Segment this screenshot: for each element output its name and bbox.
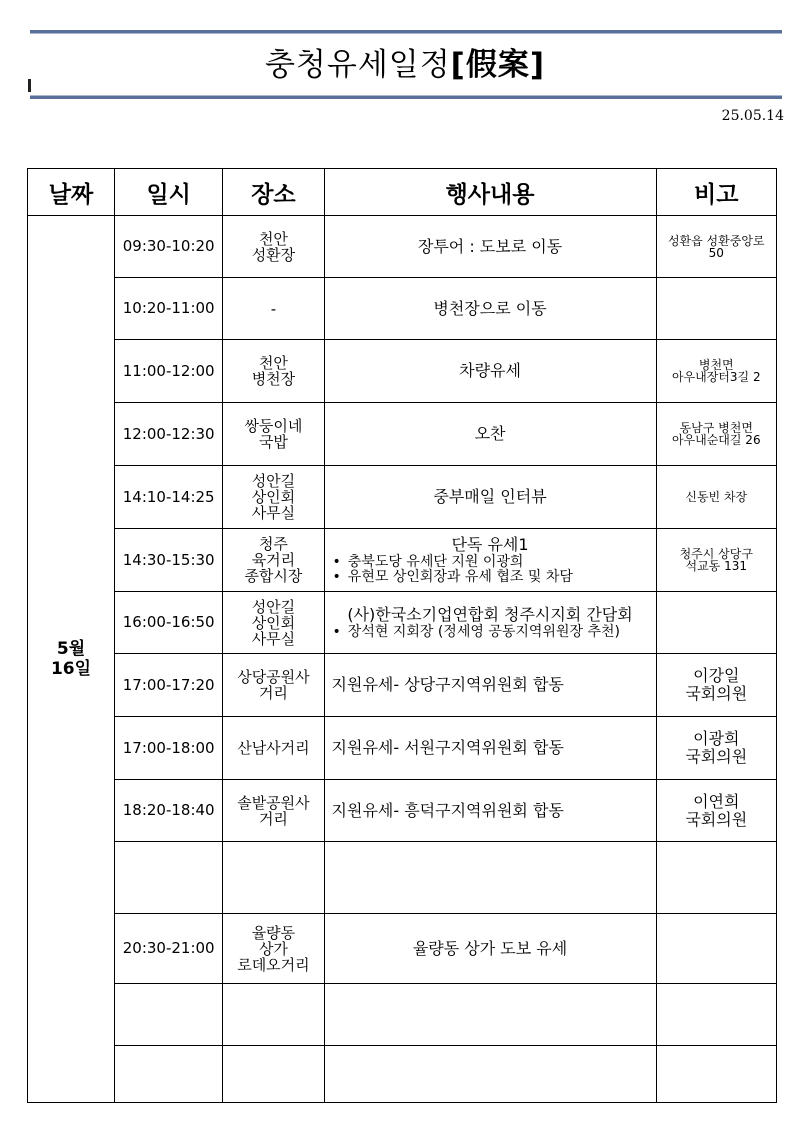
place-line: 상가 <box>258 939 288 958</box>
place-line: 종합시장 <box>244 567 303 585</box>
place-line: 로데오거리 <box>237 955 310 974</box>
place-line: 율량동 <box>251 923 296 942</box>
place-line: - <box>270 299 277 318</box>
note-cell <box>656 466 776 529</box>
event-cell <box>324 984 656 1046</box>
place-line: 상인회 <box>251 488 296 506</box>
note-line: 이강일 <box>693 666 740 685</box>
time-cell: 14:10-14:25 <box>115 466 223 529</box>
place-cell <box>223 914 324 984</box>
place-line: 솔밭공원사 <box>237 793 310 812</box>
place-cell <box>223 654 324 717</box>
place-line: 천안 <box>258 229 288 248</box>
event-bullet-list <box>327 625 654 640</box>
place-cell <box>223 1046 324 1103</box>
time-cell: 17:00-18:00 <box>115 717 223 780</box>
table-row-empty <box>28 984 777 1046</box>
note-line: 석교동 131 <box>685 559 747 573</box>
note-line: 이광희 <box>693 729 740 748</box>
note-cell <box>656 654 776 717</box>
column-header-time: 일시 <box>115 169 223 216</box>
place-cell <box>223 466 324 529</box>
note-line: 국회의원 <box>685 747 748 766</box>
date-month: 5월 <box>56 639 86 659</box>
column-header-place: 장소 <box>223 169 324 216</box>
note-line: 청주시 상당구 <box>679 547 753 561</box>
note-cell <box>656 780 776 842</box>
event-cell <box>324 592 656 654</box>
place-line: 성안길 <box>251 472 296 490</box>
table-row <box>28 278 777 340</box>
time-cell: 17:00-17:20 <box>115 654 223 717</box>
time-cell <box>115 1046 223 1103</box>
time-cell: 18:20-18:40 <box>115 780 223 842</box>
place-line: 성안길 <box>251 597 296 616</box>
note-line: 병천면 <box>698 358 734 372</box>
time-cell: 09:30-10:20 <box>115 216 223 278</box>
header-rule-top <box>30 30 782 34</box>
note-cell <box>656 340 776 403</box>
time-cell: 14:30-15:30 <box>115 529 223 592</box>
note-line: 아우내순대길 26 <box>671 433 761 447</box>
event-cell: 오찬 <box>324 403 656 466</box>
header-rule-bottom <box>30 95 782 99</box>
event-cell <box>324 842 656 914</box>
title-suffix: [假案] <box>450 47 546 83</box>
note-cell <box>656 216 776 278</box>
note-line: 국회의원 <box>685 684 748 703</box>
event-bullet: • 충북도당 유세단 지원 이광희 <box>333 555 654 570</box>
event-cell <box>324 529 656 592</box>
note-cell <box>656 914 776 984</box>
place-cell <box>223 984 324 1046</box>
place-cell <box>223 403 324 466</box>
table-row <box>28 466 777 529</box>
table-row-empty <box>28 1046 777 1103</box>
time-cell: 20:30-21:00 <box>115 914 223 984</box>
table-row <box>28 340 777 403</box>
note-cell <box>656 842 776 914</box>
table-row <box>28 529 777 592</box>
document-date: 25.05.14 <box>721 108 784 124</box>
note-line: 50 <box>708 245 724 260</box>
event-cell: 중부매일 인터뷰 <box>324 466 656 529</box>
note-line: 동남구 병천면 <box>679 421 753 435</box>
note-line: 신동빈 차장 <box>685 490 748 504</box>
date-day: 16일 <box>50 659 92 679</box>
title-main: 충청유세일정 <box>264 47 451 83</box>
time-cell: 11:00-12:00 <box>115 340 223 403</box>
event-bullet: • 장석현 지회장 (정세영 공동지역위원장 추천) <box>333 625 654 640</box>
event-cell: 지원유세- 흥덕구지역위원회 합동 <box>324 780 656 842</box>
event-cell: 율량동 상가 도보 유세 <box>324 914 656 984</box>
place-cell <box>223 780 324 842</box>
event-bullet: • 유현모 상인회장과 유세 협조 및 차담 <box>333 570 654 585</box>
column-header-date: 날짜 <box>28 169 115 216</box>
table-row <box>28 654 777 717</box>
place-cell <box>223 216 324 278</box>
time-cell: 12:00-12:30 <box>115 403 223 466</box>
note-line: 이연희 <box>693 791 740 811</box>
place-line: 거리 <box>258 809 288 828</box>
note-cell <box>656 403 776 466</box>
place-line: 사무실 <box>251 629 296 648</box>
event-cell: 병천장으로 이동 <box>324 278 656 340</box>
place-line: 육거리 <box>251 551 296 569</box>
place-line: 쌍둥이네 <box>244 417 303 435</box>
event-bullet-list <box>327 555 654 585</box>
place-line: 산남사거리 <box>237 739 310 757</box>
note-cell <box>656 592 776 654</box>
table-header-row <box>28 169 777 216</box>
place-cell <box>223 529 324 592</box>
table-row-empty <box>28 842 777 914</box>
place-line: 천안 <box>258 354 288 372</box>
note-line: 아우내장터3길 2 <box>671 370 761 384</box>
place-cell <box>223 340 324 403</box>
table-row <box>28 216 777 278</box>
note-cell <box>656 1046 776 1103</box>
note-cell <box>656 529 776 592</box>
note-line: 국회의원 <box>685 809 748 829</box>
page-title <box>0 45 810 85</box>
place-line: 병천장 <box>251 370 296 388</box>
place-line: 국밥 <box>258 433 288 451</box>
date-cell <box>28 216 115 1103</box>
place-line: 사무실 <box>251 504 296 522</box>
note-cell <box>656 717 776 780</box>
event-title: (사)한국소기업연합회 청주시지회 간담회 <box>347 605 633 624</box>
event-cell: 지원유세- 상당구지역위원회 합동 <box>324 654 656 717</box>
note-line: 성환읍 성환중앙로 <box>667 233 765 248</box>
place-line: 거리 <box>258 684 288 702</box>
place-cell <box>223 717 324 780</box>
place-line: 상당공원사 <box>237 668 310 686</box>
column-header-event: 행사내용 <box>324 169 656 216</box>
event-cell: 차량유세 <box>324 340 656 403</box>
note-cell <box>656 984 776 1046</box>
place-line: 청주 <box>258 535 288 553</box>
place-line: 성환장 <box>251 245 296 264</box>
place-cell <box>223 278 324 340</box>
table-row <box>28 717 777 780</box>
event-cell <box>324 1046 656 1103</box>
note-cell <box>656 278 776 340</box>
place-line: 상인회 <box>251 613 296 632</box>
table-row <box>28 592 777 654</box>
time-cell <box>115 842 223 914</box>
table-row <box>28 403 777 466</box>
event-cell: 장투어 : 도보로 이동 <box>324 216 656 278</box>
schedule-table <box>27 168 777 1103</box>
time-cell: 10:20-11:00 <box>115 278 223 340</box>
table-row <box>28 914 777 984</box>
time-cell: 16:00-16:50 <box>115 592 223 654</box>
time-cell <box>115 984 223 1046</box>
place-cell <box>223 592 324 654</box>
event-title: 단독 유세1 <box>451 535 529 554</box>
event-cell: 지원유세- 서원구지역위원회 합동 <box>324 717 656 780</box>
column-header-note: 비고 <box>656 169 776 216</box>
place-cell <box>223 842 324 914</box>
table-row <box>28 780 777 842</box>
